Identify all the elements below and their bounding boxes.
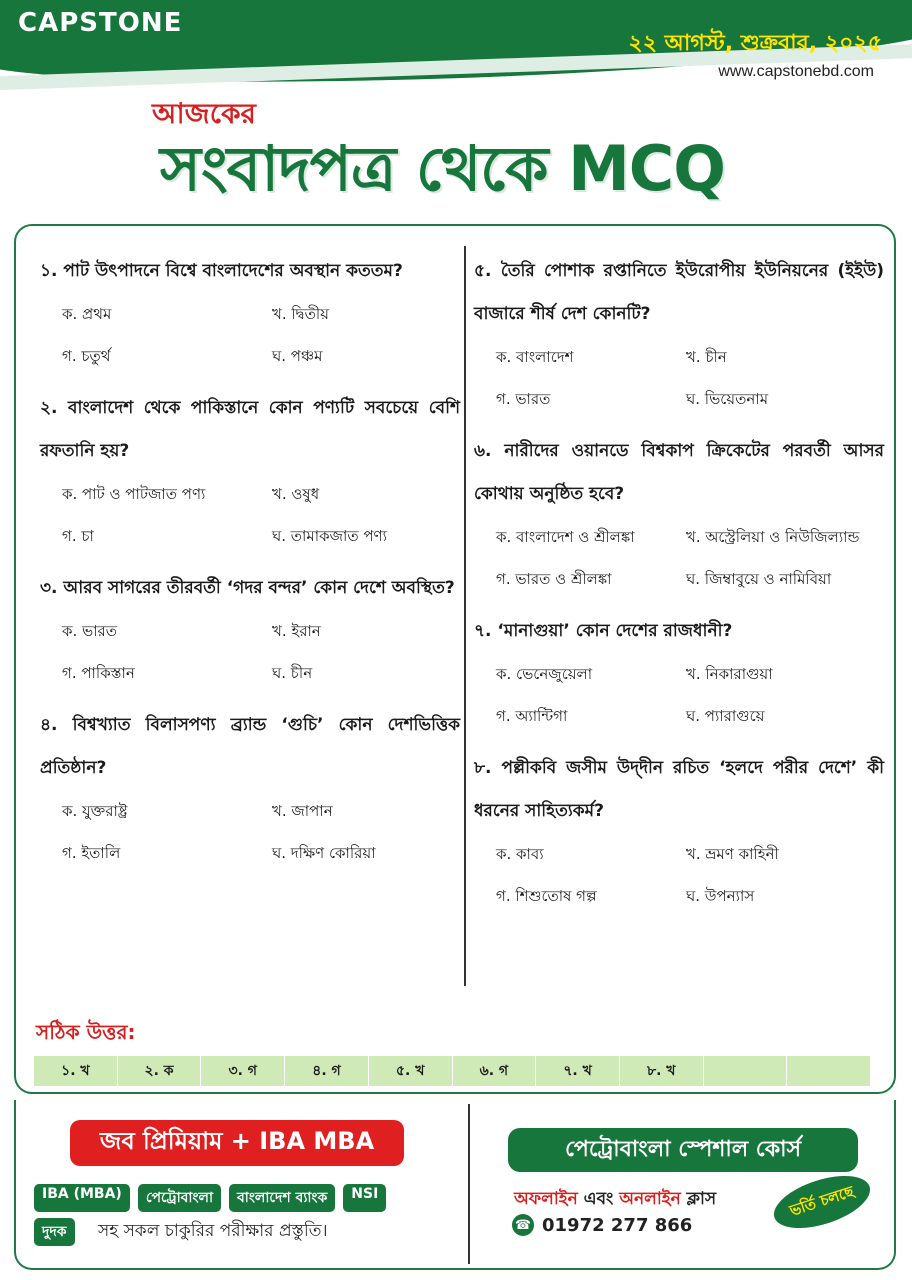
option: ঘ. প্যারাগুয়ে: [686, 707, 765, 725]
exam-tags: [34, 1184, 454, 1212]
option: গ. চা: [62, 527, 94, 545]
question-text: ৫. তৈরি পোশাক রপ্তানিতে ইউরোপীয় ইউনিয়নের (ইইউ) বাজারে শীর্ষ দেশ কোনটি?: [474, 261, 884, 324]
answer-cell: ৫. খ: [369, 1056, 453, 1086]
question-block: [474, 610, 884, 733]
option: ঘ. চীন: [272, 664, 313, 682]
question-text: ২. বাংলাদেশ থেকে পাকিস্তানে কোন পণ্যটি সবচেয়ে বেশি রফতানি হয়?: [40, 398, 460, 461]
option: ক. বাংলাদেশ: [496, 348, 574, 366]
answer-cell: [704, 1056, 788, 1086]
question-text: ৮. পল্লীকবি জসীম উদ্‌দীন রচিত ‘হলদে পরীর দেশে’ কী ধরনের সাহিত্যকর্ম?: [474, 758, 884, 821]
admission-badge: ভর্তি চলছে: [768, 1166, 877, 1239]
option: ঘ. উপন্যাস: [686, 887, 755, 905]
option: খ. চীন: [686, 348, 727, 366]
answers-label: সঠিক উত্তর:: [36, 1020, 136, 1044]
footer-divider: [468, 1104, 470, 1264]
answer-cell: ১. খ: [34, 1056, 118, 1086]
questions-left-column: [40, 250, 460, 884]
option: খ. অস্ট্রেলিয়া ও নিউজিল্যান্ড: [686, 528, 860, 546]
questions-right-column: [474, 250, 884, 927]
job-premium-banner[interactable]: জব প্রিমিয়াম + IBA MBA: [70, 1120, 404, 1166]
page-title: সংবাদপত্র থেকে MCQ: [160, 132, 726, 205]
option: ক. বাংলাদেশ ও শ্রীলঙ্কা: [496, 528, 635, 546]
phone-icon: ☎: [512, 1214, 534, 1236]
capstone-logo: CAPSTONE: [18, 8, 183, 38]
option: খ. নিকারাগুয়া: [686, 665, 773, 683]
option: গ. চতুর্থ: [62, 347, 111, 365]
option: ঘ. তামাকজাত পণ্য: [272, 527, 387, 545]
answer-cell: ৩. গ: [201, 1056, 285, 1086]
option: গ. ভারত: [496, 390, 551, 408]
phone-contact[interactable]: [512, 1214, 692, 1236]
online-label: অনলাইন: [619, 1189, 681, 1209]
question-text: ৩. আরব সাগরের তীরবর্তী ‘গদর বন্দর’ কোন দেশে অবস্থিত?: [40, 578, 455, 598]
tag-iba: IBA (MBA): [34, 1184, 130, 1212]
question-text: ৪. বিশ্বখ্যাত বিলাসপণ্য ব্র্যান্ড ‘গুচি’ কোন দেশভিত্তিক প্রতিষ্ঠান?: [40, 715, 460, 778]
option: খ. ইরান: [272, 622, 321, 640]
question-block: [474, 747, 884, 913]
class-mode: [514, 1186, 716, 1214]
option: গ. শিশুতোষ গল্প: [496, 887, 597, 905]
option: ঘ. ভিয়েতনাম: [686, 390, 769, 408]
option: ঘ. জিম্বাবুয়ে ও নামিবিয়া: [686, 570, 832, 588]
answer-cell: ২. ক: [118, 1056, 202, 1086]
question-block: [474, 430, 884, 596]
header: [0, 0, 912, 110]
tagline: সহ সকল চাকুরির পরীক্ষার প্রস্তুতি।: [98, 1221, 328, 1241]
and-label: এবং: [577, 1189, 620, 1209]
tag-nsi: NSI: [343, 1184, 386, 1212]
answer-cell: ৬. গ: [453, 1056, 537, 1086]
answer-cell: [787, 1056, 870, 1086]
question-text: ১. পাট উৎপাদনে বিশ্বে বাংলাদেশের অবস্থান কততম?: [40, 261, 403, 281]
question-text: ৭. ‘মানাগুয়া’ কোন দেশের রাজধানী?: [474, 621, 733, 641]
title-small: আজকের: [152, 97, 256, 130]
option: ক. কাব্য: [496, 845, 544, 863]
question-block: [474, 250, 884, 416]
question-block: [40, 250, 460, 373]
answer-cell: ৪. গ: [285, 1056, 369, 1086]
option: ক. ভেনেজুয়েলা: [496, 665, 593, 683]
phone-number: 01972 277 866: [542, 1214, 693, 1236]
question-text: ৬. নারীদের ওয়ানডে বিশ্বকাপ ক্রিকেটের পরবর্তী আসর কোথায় অনুষ্ঠিত হবে?: [474, 441, 884, 504]
special-course-banner[interactable]: পেট্রোবাংলা স্পেশাল কোর্স: [508, 1128, 858, 1172]
tag-dudok: দুদক: [34, 1218, 75, 1246]
option: খ. দ্বিতীয়: [272, 305, 329, 323]
option: ঘ. পঞ্চম: [272, 347, 323, 365]
tag-petrobangla: পেট্রোবাংলা: [138, 1184, 221, 1212]
tag-bangladesh-bank: বাংলাদেশ ব্যাংক: [229, 1184, 335, 1212]
option: খ. ভ্রমণ কাহিনী: [686, 845, 779, 863]
date: ২২ আগস্ট, শুক্রবার, ২০২৫: [628, 31, 882, 56]
option: ক. যুক্তরাষ্ট্র: [62, 802, 128, 820]
option: ক. প্রথম: [62, 305, 112, 323]
answer-cell: ৭. খ: [536, 1056, 620, 1086]
offline-label: অফলাইন: [514, 1189, 578, 1209]
option: গ. পাকিস্তান: [62, 664, 135, 682]
option: ঘ. দক্ষিণ কোরিয়া: [272, 844, 376, 862]
answer-cell: ৮. খ: [620, 1056, 704, 1086]
option: খ. ওষুধ: [272, 485, 320, 503]
question-block: [40, 567, 460, 690]
answers-row: [34, 1056, 870, 1086]
question-block: [40, 704, 460, 870]
option: গ. ভারত ও শ্রীলঙ্কা: [496, 570, 612, 588]
option: ক. পাট ও পাটজাত পণ্য: [62, 485, 206, 503]
option: গ. অ্যান্টিগা: [496, 707, 568, 725]
option: ক. ভারত: [62, 622, 118, 640]
option: গ. ইতালি: [62, 844, 121, 862]
option: খ. জাপান: [272, 802, 333, 820]
class-suffix: ক্লাস: [680, 1189, 717, 1209]
website-link[interactable]: www.capstonebd.com: [718, 63, 874, 80]
question-block: [40, 387, 460, 553]
